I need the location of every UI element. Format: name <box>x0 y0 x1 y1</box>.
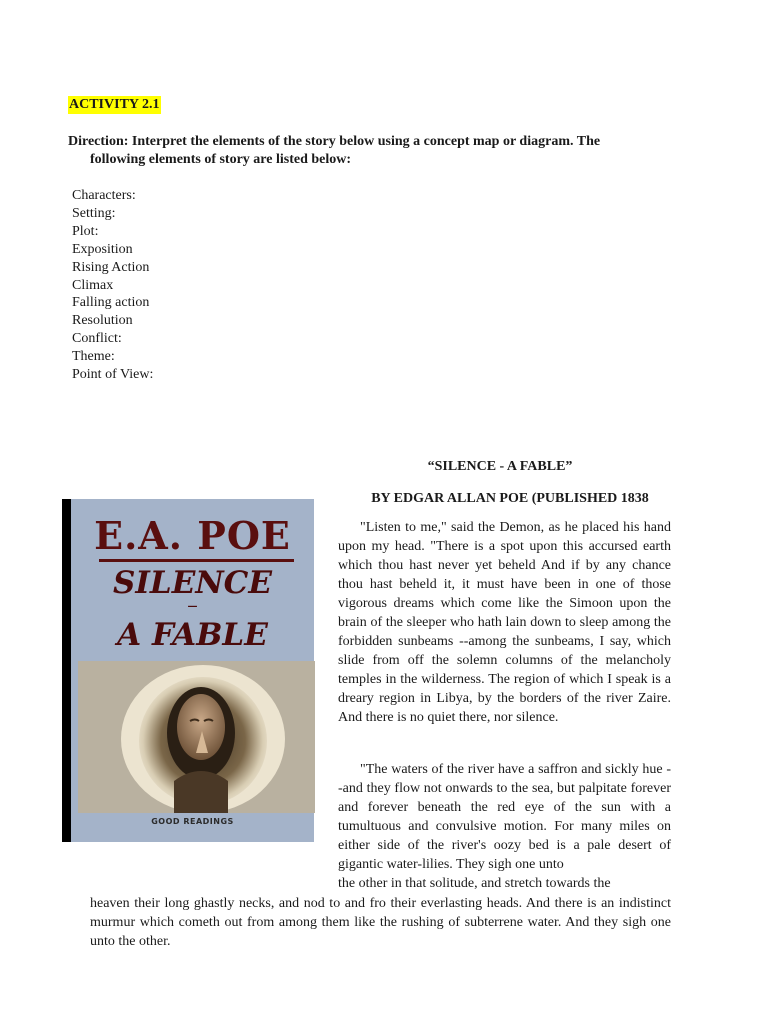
list-item: Rising Action <box>72 259 150 275</box>
cover-title-fable: A FABLE <box>117 617 268 653</box>
list-item: Theme: <box>72 349 115 365</box>
direction-line-2: following elements of story are listed below: <box>90 152 352 167</box>
story-paragraph-2-last-line: the other in that solitude, and stretch towards the <box>338 876 611 891</box>
story-paragraph-1: "Listen to me," said the Demon, as he placed his hand upon my head. "There is a spot upon this accursed earth which thou hast never yet beheld And if by any chance thou hast beheld it, it must have been in one of those vigorous dreams which come like the Simoon upon the brain of the sleeper who hath lain down to sleep among the forbidden sunbeams --among the sunbeams, I say, which slide from off the solemn columns of the melancholy temples in the wilderness. The region of which I speak is a dreary region in Libya, by the borders of the river Zaire. And there is no quiet there, nor silence. <box>338 520 671 725</box>
story-paragraph-2-body: "The waters of the river have a saffron and sickly hue --and they flow not onwards to the sea, but palpitate forever and forever beneath the red eye of the sun with a tumultuous and convulsive motion. For many miles on either side of the river's oozy bed is a pale desert of gigantic water-lilies. They sigh one unto <box>338 762 671 872</box>
cover-footer: GOOD READINGS <box>151 817 234 826</box>
story-paragraph-3: heaven their long ghastly necks, and nod to and fro their everlasting heads. And there is an indistinct murmur which cometh out from among them like the rushing of subterrene water. And they sigh one unto the other. <box>90 896 671 949</box>
cover-dash: — <box>187 601 198 612</box>
cover-underline <box>99 559 294 562</box>
book-cover-image <box>62 499 314 842</box>
praying-figure-icon <box>78 661 315 813</box>
story-author: BY EDGAR ALLAN POE (PUBLISHED 1838 <box>371 491 649 506</box>
list-item: Climax <box>72 277 114 293</box>
list-item: Exposition <box>72 241 133 257</box>
cover-title-silence: SILENCE <box>113 565 272 601</box>
list-item: Falling action <box>72 295 150 311</box>
direction-line-1: Direction: Interpret the elements of the story below using a concept map or diagram. The <box>68 134 601 149</box>
list-item: Characters: <box>72 188 136 203</box>
activity-heading: ACTIVITY 2.1 <box>69 97 160 112</box>
direction-text <box>68 133 670 169</box>
cover-author: E.A. POE <box>94 513 291 558</box>
story-title: “SILENCE - A FABLE” <box>427 459 573 474</box>
list-item: Plot: <box>72 223 99 239</box>
cover-art-illustration <box>78 661 315 813</box>
story-elements-list <box>72 187 153 384</box>
list-item: Resolution <box>72 313 133 329</box>
story-paragraph-2 <box>338 760 671 893</box>
list-item: Point of View: <box>72 367 154 383</box>
list-item: Conflict: <box>72 331 122 347</box>
list-item: Setting: <box>72 205 116 221</box>
